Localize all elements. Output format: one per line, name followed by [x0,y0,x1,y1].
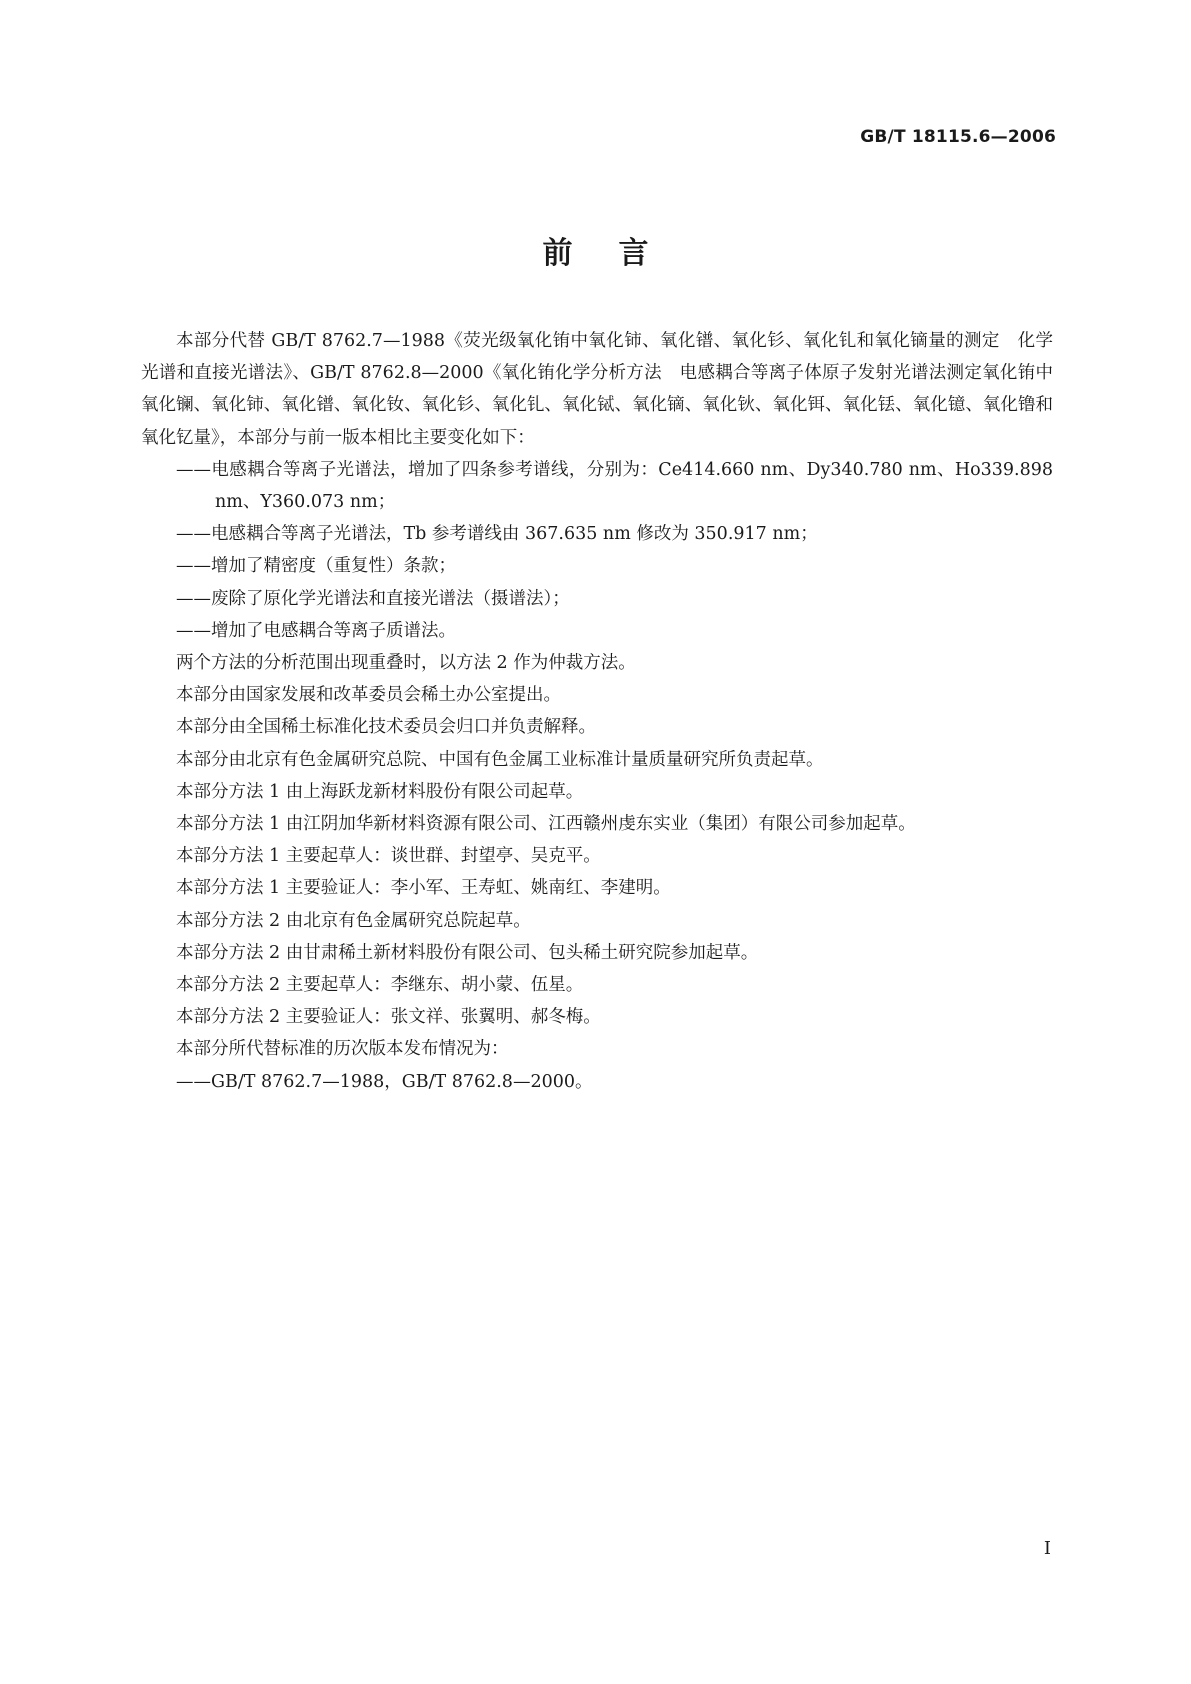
paragraph-method1-participants: 本部分方法 1 由江阴加华新材料资源有限公司、江西赣州虔东实业（集团）有限公司参加起草。 [176,814,916,835]
paragraph-method1-drafter: 本部分方法 1 由上海跃龙新材料股份有限公司起草。 [176,781,584,802]
standard-number: GB/T 18115.6—2006 [860,127,1056,147]
change-item-icp-ms: ——增加了电感耦合等离子质谱法。 [176,620,456,641]
change-item-icp-lines: ——电感耦合等离子光谱法，增加了四条参考谱线，分别为：Ce414.660 nm、Dy340.780 nm、Ho339.898 nm、Y360.073 nm； [176,459,1053,513]
change-item-tb-line: ——电感耦合等离子光谱法，Tb 参考谱线由 367.635 nm 修改为 350.917 nm； [176,524,818,545]
change-item-abolished: ——废除了原化学光谱法和直接光谱法（摄谱法）； [176,588,570,609]
paragraph-method2-verifiers: 本部分方法 2 主要验证人：张文祥、张翼明、郝冬梅。 [176,1007,601,1028]
change-item-precision: ——增加了精密度（重复性）条款； [176,556,456,577]
page-title: 前言 [542,236,695,271]
paragraph-history-intro: 本部分所代替标准的历次版本发布情况为： [176,1039,509,1060]
paragraph-method2-main-drafters: 本部分方法 2 主要起草人：李继东、胡小蒙、伍星。 [176,975,584,996]
history-item: ——GB/T 8762.7—1988，GB/T 8762.8—2000。 [176,1071,593,1092]
paragraph-method2-drafter: 本部分方法 2 由北京有色金属研究总院起草。 [176,910,531,931]
document-body [141,325,1053,1098]
paragraph-proposed-by: 本部分由国家发展和改革委员会稀土办公室提出。 [176,685,561,706]
paragraph-method1-verifiers: 本部分方法 1 主要验证人：李小军、王寿虹、姚南红、李建明。 [176,878,671,899]
paragraph-replaces: 本部分代替 GB/T 8762.7—1988《荧光级氧化铕中氧化铈、氧化镨、氧化钐、氧化钆和氧化镝量的测定 化学光谱和直接光谱法》、GB/T 8762.8—2000《氧化铕化学分析方法 电感耦合等离子体原子发射光谱法测定氧化铕中氧化镧、氧化铈、氧化镨、氧化钕、氧化钐、氧化钆、氧化铽、氧化镝、氧化钬、氧化铒、氧化铥、氧化镱、氧化镥和氧化钇量》，本部分与前一版本相比主要变化如下： [141,331,1053,448]
page-number: I [1043,1538,1051,1559]
paragraph-drafted-by: 本部分由北京有色金属研究总院、中国有色金属工业标准计量质量研究所负责起草。 [176,749,824,770]
paragraph-interpreted-by: 本部分由全国稀土标准化技术委员会归口并负责解释。 [176,717,596,738]
paragraph-method1-main-drafters: 本部分方法 1 主要起草人：谈世群、封望亭、吴克平。 [176,846,601,867]
paragraph-arbitration: 两个方法的分析范围出现重叠时，以方法 2 作为仲裁方法。 [176,653,636,674]
paragraph-method2-participants: 本部分方法 2 由甘肃稀土新材料股份有限公司、包头稀土研究院参加起草。 [176,942,759,963]
